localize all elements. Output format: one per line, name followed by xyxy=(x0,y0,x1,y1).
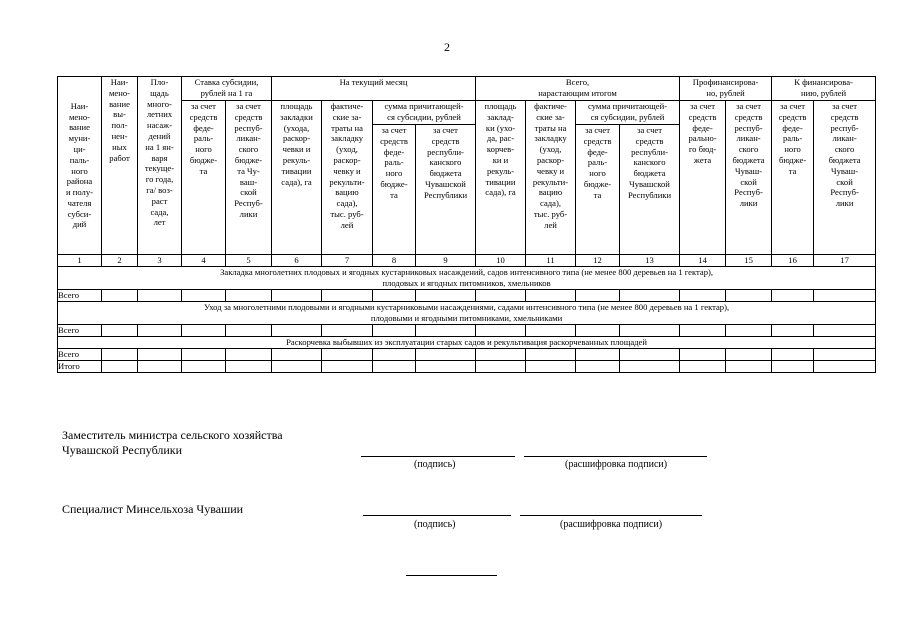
header-financed-federal: за счет средств феде- рально- го бюд- жета xyxy=(680,101,726,255)
column-number: 11 xyxy=(526,255,576,267)
signature-caption: (подпись) xyxy=(414,459,456,470)
header-cumulative-area: площадь заклад- ки (ухо- да, рас- корчев- ки и рекуль- тивации сада), га xyxy=(476,101,526,255)
header-to-finance: К финансирова- нию, рублей xyxy=(772,77,876,101)
column-number: 12 xyxy=(576,255,620,267)
subsidy-report-table xyxy=(57,76,876,373)
decoding-caption: (расшифровка подписи) xyxy=(565,459,668,470)
decoding-line[interactable] xyxy=(524,456,707,457)
header-month-subsidy-republic: за счет средств республи- канского бюджета Чувашской Республики xyxy=(416,125,476,255)
column-number: 15 xyxy=(726,255,772,267)
table-row xyxy=(58,325,876,337)
table-row xyxy=(58,290,876,302)
header-planting-area: Пло- щадь много- летних насаж- дений на 1 ян- варя текуще- го года, га/ воз- раст сада, лет xyxy=(138,77,182,255)
header-month-costs: фактиче- ские за- траты на закладку (уход, раскор- чевку и рекульти- вацию сада), тыс. руб- лей xyxy=(322,101,373,255)
header-subsidy-rate: Ставка субсидии, рублей на 1 га xyxy=(182,77,272,101)
column-number: 1 xyxy=(58,255,102,267)
column-number: 9 xyxy=(416,255,476,267)
column-number: 7 xyxy=(322,255,373,267)
section-heading-care: Уход за многолетними плодовыми и ягодными кустарниковыми насаждениями, садами интенсивного типа (не менее 800 деревьев на 1 гектар), плодовыми и ягодными питомниками, хмельниками xyxy=(58,302,876,325)
header-month-area: площадь закладки (ухода, раскор- чевки и рекуль- тивации сада), га xyxy=(272,101,322,255)
table-row xyxy=(58,349,876,361)
section-heading-uprooting: Раскорчевка выбывших из эксплуатации старых садов и рекультивация раскорчеванных площадей xyxy=(58,337,876,349)
decoding-line[interactable] xyxy=(520,515,702,516)
header-cumulative-total: Всего, нарастающим итогом xyxy=(476,77,680,101)
section-heading-planting: Закладка многолетних плодовых и ягодных кустарниковых насаждений, садов интенсивного типа (не менее 800 деревьев на 1 гектар), плодовых и ягодных питомников, хмельников xyxy=(58,267,876,290)
header-month-subsidy-federal: за счет средств феде- раль- ного бюдже- та xyxy=(373,125,416,255)
total-row-label: Всего xyxy=(58,290,102,302)
header-current-month: На текущий месяц xyxy=(272,77,476,101)
header-financed: Профинансирова- но, рублей xyxy=(680,77,772,101)
table-row xyxy=(58,361,876,373)
total-row-label: Всего xyxy=(58,325,102,337)
grand-total-row-label: Итого xyxy=(58,361,102,373)
header-cumulative-costs: фактиче- ские за- траты на закладку (уход, раскор- чевку и рекульти- вацию сада), тыс. руб- лей xyxy=(526,101,576,255)
page-number: 2 xyxy=(444,40,450,54)
column-number: 17 xyxy=(814,255,876,267)
column-number: 16 xyxy=(772,255,814,267)
column-number: 6 xyxy=(272,255,322,267)
header-to-finance-republic: за счет средств респуб- ликан- ского бюджета Чуваш- ской Респуб- лики xyxy=(814,101,876,255)
column-number: 8 xyxy=(373,255,416,267)
column-number: 3 xyxy=(138,255,182,267)
end-divider xyxy=(406,575,497,576)
column-number: 10 xyxy=(476,255,526,267)
column-number: 14 xyxy=(680,255,726,267)
header-cumulative-subsidy-sum: сумма причитающей- ся субсидии, рублей xyxy=(576,101,680,125)
header-month-subsidy-sum: сумма причитающей- ся субсидии, рублей xyxy=(373,101,476,125)
header-cumulative-subsidy-republic: за счет средств республи- канского бюджета Чувашской Республики xyxy=(620,125,680,255)
signature-caption: (подпись) xyxy=(414,519,456,530)
header-municipality: Наи- мено- вание муни- ци- паль- ного района и полу- чателя субси- дий xyxy=(58,77,102,255)
header-rate-federal: за счет средств феде- раль- ного бюдже- та xyxy=(182,101,226,255)
header-to-finance-federal: за счет средств феде- раль- ного бюдже- та xyxy=(772,101,814,255)
header-work-name: Наи- мено- вание вы- пол- нен- ных работ xyxy=(102,77,138,255)
signature-line[interactable] xyxy=(361,456,515,457)
column-number: 5 xyxy=(226,255,272,267)
decoding-caption: (расшифровка подписи) xyxy=(560,519,663,530)
column-number: 13 xyxy=(620,255,680,267)
column-number: 4 xyxy=(182,255,226,267)
signature-line[interactable] xyxy=(363,515,511,516)
column-number: 2 xyxy=(102,255,138,267)
header-financed-republic: за счет средств респуб- ликан- ского бюджета Чуваш- ской Респуб- лики xyxy=(726,101,772,255)
specialist-title: Специалист Минсельхоза Чувашии xyxy=(62,502,244,516)
header-cumulative-subsidy-federal: за счет средств феде- раль- ного бюдже- та xyxy=(576,125,620,255)
header-rate-republic: за счет средств респуб- ликан- ского бюдже- та Чу- ваш- ской Респуб- лики xyxy=(226,101,272,255)
deputy-minister-title: Заместитель министра сельского хозяйства Чувашской Республики xyxy=(62,428,283,457)
total-row-label: Всего xyxy=(58,349,102,361)
